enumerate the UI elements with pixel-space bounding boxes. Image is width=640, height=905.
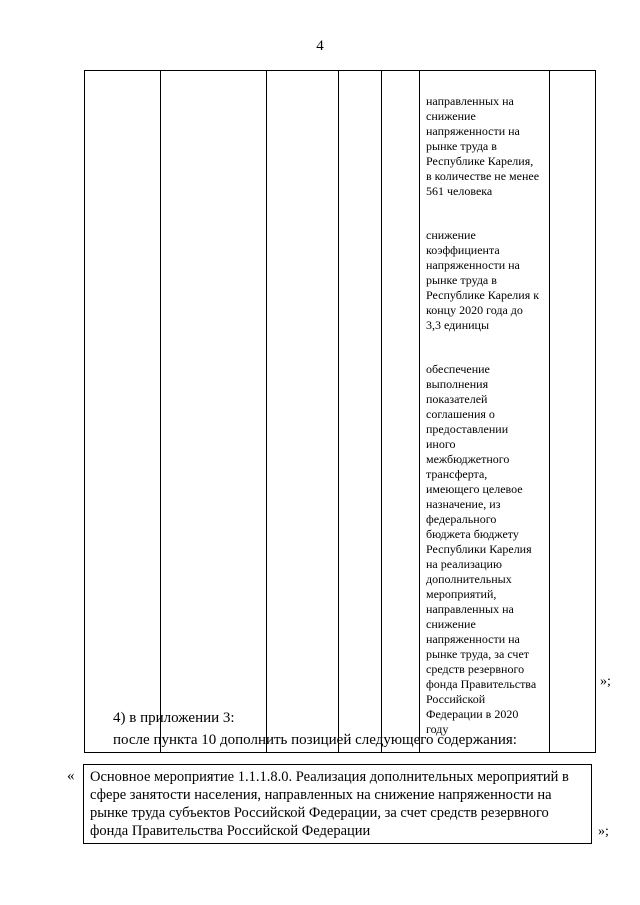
closing-quote-1: »; <box>600 674 611 689</box>
closing-quote-2: »; <box>598 824 609 839</box>
result-paragraph-2: снижение коэффициента напряженности на рынке труда в Республике Карелия к концу 2020 года до 3,3 единицы <box>426 228 540 332</box>
inserted-position-box <box>83 764 592 844</box>
insertion-instruction: после пункта 10 дополнить позицией следующего содержания: <box>113 732 517 748</box>
measures-table <box>84 70 596 753</box>
opening-quote: « <box>67 768 75 784</box>
result-paragraph-1: направленных на снижение напряженности на рынке труда в Республике Карелия, в количестве не менее 561 человека <box>426 94 540 198</box>
inserted-position-text: Основное мероприятие 1.1.1.8.0. Реализация дополнительных мероприятий в сфере занятости населения, направленных на снижение напряженности на рынке труда субъектов Российской Федерации, за счет средств резервного фонда Правительства Российской Федерации <box>90 769 569 839</box>
table-cell-2 <box>161 71 267 753</box>
table-cell-5 <box>382 71 420 753</box>
item-4-heading: 4) в приложении 3: <box>113 710 235 726</box>
table-row <box>85 71 596 753</box>
table-cell-results <box>420 71 550 753</box>
page-number: 4 <box>316 38 324 54</box>
table-cell-1 <box>85 71 161 753</box>
table-cell-7 <box>550 71 596 753</box>
table-cell-4 <box>339 71 382 753</box>
result-paragraph-3: обеспечение выполнения показателей соглашения о предоставлении иного межбюджетного трансферта, имеющего целевое назначение, из федерального бюджета бюджету Республики Карелия на реализацию дополнительных мероприятий, направленных на снижение напряженности на рынке труда, за счет средств резервного фонда Правительства Российской Федерации в 2020 году <box>426 362 537 736</box>
table-cell-3 <box>267 71 339 753</box>
